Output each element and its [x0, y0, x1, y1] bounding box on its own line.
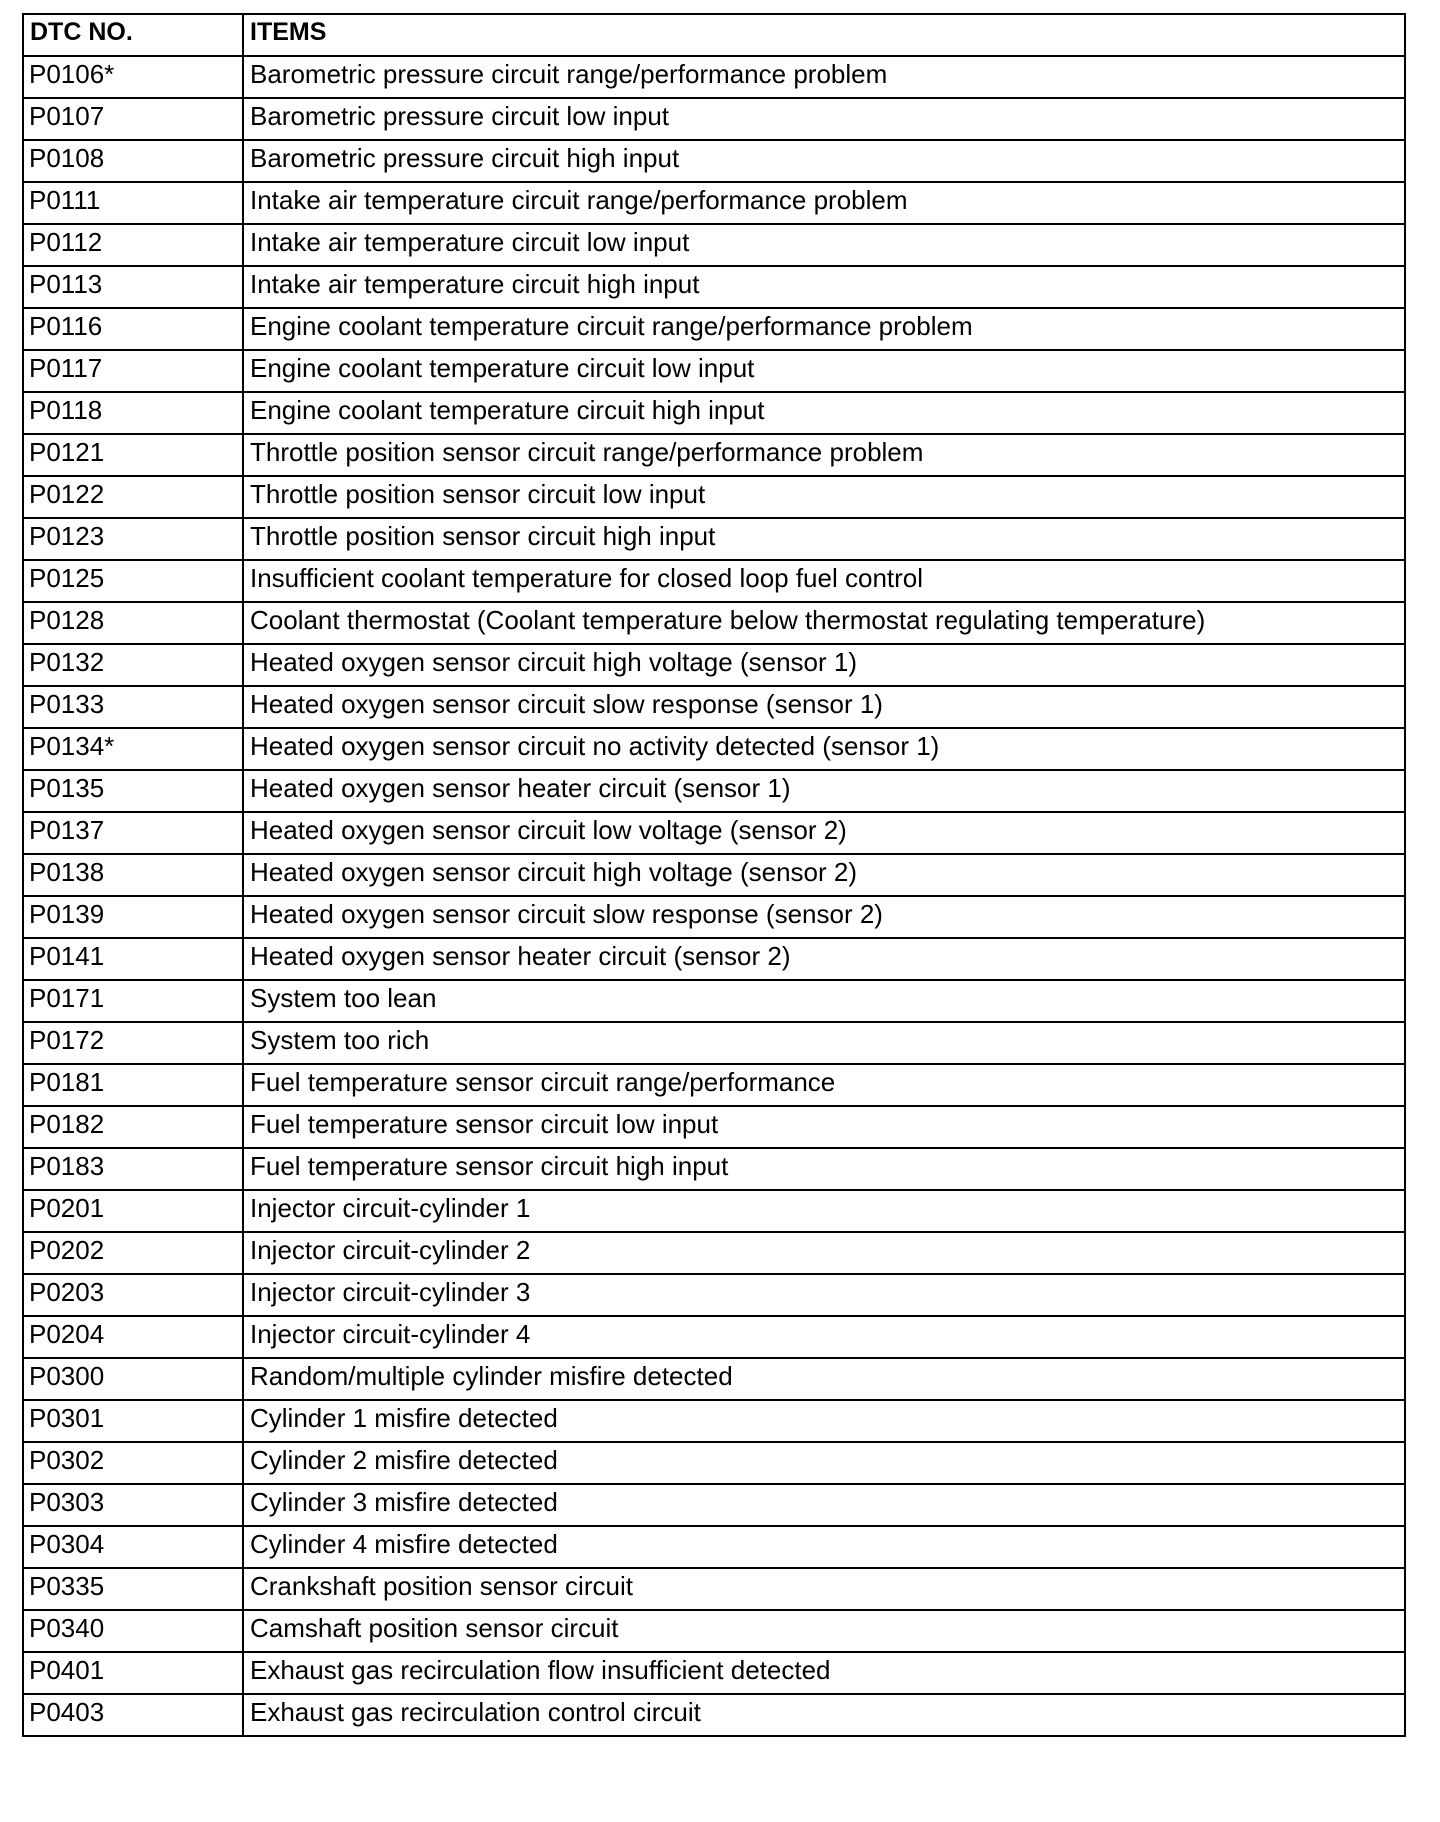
table-row — [23, 1526, 1405, 1568]
table-row — [23, 56, 1405, 98]
table-row — [23, 1652, 1405, 1694]
dtc-item-cell: Throttle position sensor circuit low input — [243, 476, 1405, 518]
table-row — [23, 392, 1405, 434]
dtc-item-cell: Injector circuit-cylinder 2 — [243, 1232, 1405, 1274]
dtc-code-cell: P0301 — [23, 1400, 243, 1442]
dtc-item-cell: Coolant thermostat (Coolant temperature below thermostat regulating temperature) — [243, 602, 1405, 644]
dtc-code-cell: P0112 — [23, 224, 243, 266]
table-row — [23, 1484, 1405, 1526]
dtc-item-cell: Heated oxygen sensor circuit slow response (sensor 2) — [243, 896, 1405, 938]
dtc-code-cell: P0135 — [23, 770, 243, 812]
table-row — [23, 182, 1405, 224]
dtc-item-cell: Heated oxygen sensor circuit high voltage (sensor 2) — [243, 854, 1405, 896]
dtc-item-cell: System too lean — [243, 980, 1405, 1022]
dtc-code-cell: P0340 — [23, 1610, 243, 1652]
dtc-item-cell: Fuel temperature sensor circuit low input — [243, 1106, 1405, 1148]
dtc-item-cell: Cylinder 4 misfire detected — [243, 1526, 1405, 1568]
table-row — [23, 98, 1405, 140]
dtc-item-cell: Engine coolant temperature circuit range/performance problem — [243, 308, 1405, 350]
header-dtc-no: DTC NO. — [23, 14, 243, 56]
dtc-item-cell: Barometric pressure circuit low input — [243, 98, 1405, 140]
dtc-item-cell: Fuel temperature sensor circuit range/performance — [243, 1064, 1405, 1106]
dtc-code-cell: P0125 — [23, 560, 243, 602]
header-items: ITEMS — [243, 14, 1405, 56]
table-row — [23, 1064, 1405, 1106]
dtc-item-cell: Barometric pressure circuit range/performance problem — [243, 56, 1405, 98]
dtc-item-cell: Engine coolant temperature circuit high input — [243, 392, 1405, 434]
dtc-code-cell: P0300 — [23, 1358, 243, 1400]
dtc-item-cell: Heated oxygen sensor heater circuit (sensor 2) — [243, 938, 1405, 980]
dtc-code-cell: P0139 — [23, 896, 243, 938]
dtc-code-cell: P0132 — [23, 644, 243, 686]
table-row — [23, 1610, 1405, 1652]
dtc-code-cell: P0183 — [23, 1148, 243, 1190]
dtc-item-cell: Cylinder 3 misfire detected — [243, 1484, 1405, 1526]
dtc-code-cell: P0182 — [23, 1106, 243, 1148]
table-row — [23, 518, 1405, 560]
table-row — [23, 1358, 1405, 1400]
table-row — [23, 224, 1405, 266]
table-row — [23, 728, 1405, 770]
dtc-code-cell: P0111 — [23, 182, 243, 224]
dtc-code-cell: P0133 — [23, 686, 243, 728]
dtc-item-cell: Barometric pressure circuit high input — [243, 140, 1405, 182]
table-row — [23, 560, 1405, 602]
table-row — [23, 308, 1405, 350]
table-row — [23, 350, 1405, 392]
dtc-item-cell: Injector circuit-cylinder 4 — [243, 1316, 1405, 1358]
dtc-code-cell: P0113 — [23, 266, 243, 308]
dtc-code-cell: P0403 — [23, 1694, 243, 1736]
dtc-code-cell: P0128 — [23, 602, 243, 644]
dtc-code-cell: P0201 — [23, 1190, 243, 1232]
table-row — [23, 602, 1405, 644]
dtc-item-cell: Heated oxygen sensor circuit low voltage (sensor 2) — [243, 812, 1405, 854]
dtc-code-cell: P0138 — [23, 854, 243, 896]
table-row — [23, 1022, 1405, 1064]
table-row — [23, 1148, 1405, 1190]
table-row — [23, 1694, 1405, 1736]
table-row — [23, 140, 1405, 182]
table-row — [23, 434, 1405, 476]
dtc-item-cell: Heated oxygen sensor circuit no activity detected (sensor 1) — [243, 728, 1405, 770]
table-row — [23, 812, 1405, 854]
dtc-code-cell: P0137 — [23, 812, 243, 854]
table-row — [23, 1232, 1405, 1274]
dtc-item-cell: Camshaft position sensor circuit — [243, 1610, 1405, 1652]
dtc-item-cell: Cylinder 1 misfire detected — [243, 1400, 1405, 1442]
dtc-code-cell: P0401 — [23, 1652, 243, 1694]
table-row — [23, 1106, 1405, 1148]
dtc-item-cell: Throttle position sensor circuit range/performance problem — [243, 434, 1405, 476]
dtc-item-cell: Throttle position sensor circuit high input — [243, 518, 1405, 560]
dtc-item-cell: Cylinder 2 misfire detected — [243, 1442, 1405, 1484]
dtc-code-cell: P0304 — [23, 1526, 243, 1568]
dtc-item-cell: Intake air temperature circuit high input — [243, 266, 1405, 308]
dtc-item-cell: Crankshaft position sensor circuit — [243, 1568, 1405, 1610]
dtc-code-cell: P0302 — [23, 1442, 243, 1484]
dtc-item-cell: Intake air temperature circuit low input — [243, 224, 1405, 266]
dtc-code-cell: P0171 — [23, 980, 243, 1022]
dtc-code-cell: P0117 — [23, 350, 243, 392]
dtc-item-cell: Random/multiple cylinder misfire detected — [243, 1358, 1405, 1400]
table-row — [23, 1274, 1405, 1316]
dtc-code-cell: P0123 — [23, 518, 243, 560]
table-row — [23, 1190, 1405, 1232]
dtc-item-cell: System too rich — [243, 1022, 1405, 1064]
table-row — [23, 686, 1405, 728]
dtc-code-cell: P0108 — [23, 140, 243, 182]
dtc-table — [22, 13, 1406, 1737]
dtc-item-cell: Heated oxygen sensor circuit high voltage (sensor 1) — [243, 644, 1405, 686]
dtc-item-cell: Injector circuit-cylinder 3 — [243, 1274, 1405, 1316]
dtc-item-cell: Exhaust gas recirculation flow insufficient detected — [243, 1652, 1405, 1694]
dtc-code-cell: P0172 — [23, 1022, 243, 1064]
dtc-code-cell: P0134* — [23, 728, 243, 770]
dtc-code-cell: P0121 — [23, 434, 243, 476]
table-row — [23, 938, 1405, 980]
dtc-code-cell: P0141 — [23, 938, 243, 980]
dtc-item-cell: Exhaust gas recirculation control circuit — [243, 1694, 1405, 1736]
dtc-item-cell: Heated oxygen sensor circuit slow response (sensor 1) — [243, 686, 1405, 728]
dtc-item-cell: Engine coolant temperature circuit low input — [243, 350, 1405, 392]
table-header-row — [23, 14, 1405, 56]
table-row — [23, 1568, 1405, 1610]
dtc-code-cell: P0204 — [23, 1316, 243, 1358]
table-row — [23, 770, 1405, 812]
dtc-item-cell: Insufficient coolant temperature for closed loop fuel control — [243, 560, 1405, 602]
dtc-code-cell: P0118 — [23, 392, 243, 434]
dtc-code-cell: P0202 — [23, 1232, 243, 1274]
dtc-code-cell: P0116 — [23, 308, 243, 350]
dtc-item-cell: Injector circuit-cylinder 1 — [243, 1190, 1405, 1232]
table-row — [23, 896, 1405, 938]
dtc-code-cell: P0181 — [23, 1064, 243, 1106]
table-row — [23, 1316, 1405, 1358]
table-row — [23, 476, 1405, 518]
table-row — [23, 980, 1405, 1022]
dtc-code-cell: P0303 — [23, 1484, 243, 1526]
table-body — [23, 56, 1405, 1736]
dtc-code-cell: P0122 — [23, 476, 243, 518]
table-row — [23, 644, 1405, 686]
dtc-code-cell: P0335 — [23, 1568, 243, 1610]
dtc-item-cell: Heated oxygen sensor heater circuit (sensor 1) — [243, 770, 1405, 812]
dtc-code-cell: P0203 — [23, 1274, 243, 1316]
table-row — [23, 1400, 1405, 1442]
dtc-item-cell: Intake air temperature circuit range/performance problem — [243, 182, 1405, 224]
table-row — [23, 854, 1405, 896]
dtc-code-cell: P0107 — [23, 98, 243, 140]
table-row — [23, 266, 1405, 308]
dtc-item-cell: Fuel temperature sensor circuit high input — [243, 1148, 1405, 1190]
dtc-code-cell: P0106* — [23, 56, 243, 98]
table-row — [23, 1442, 1405, 1484]
